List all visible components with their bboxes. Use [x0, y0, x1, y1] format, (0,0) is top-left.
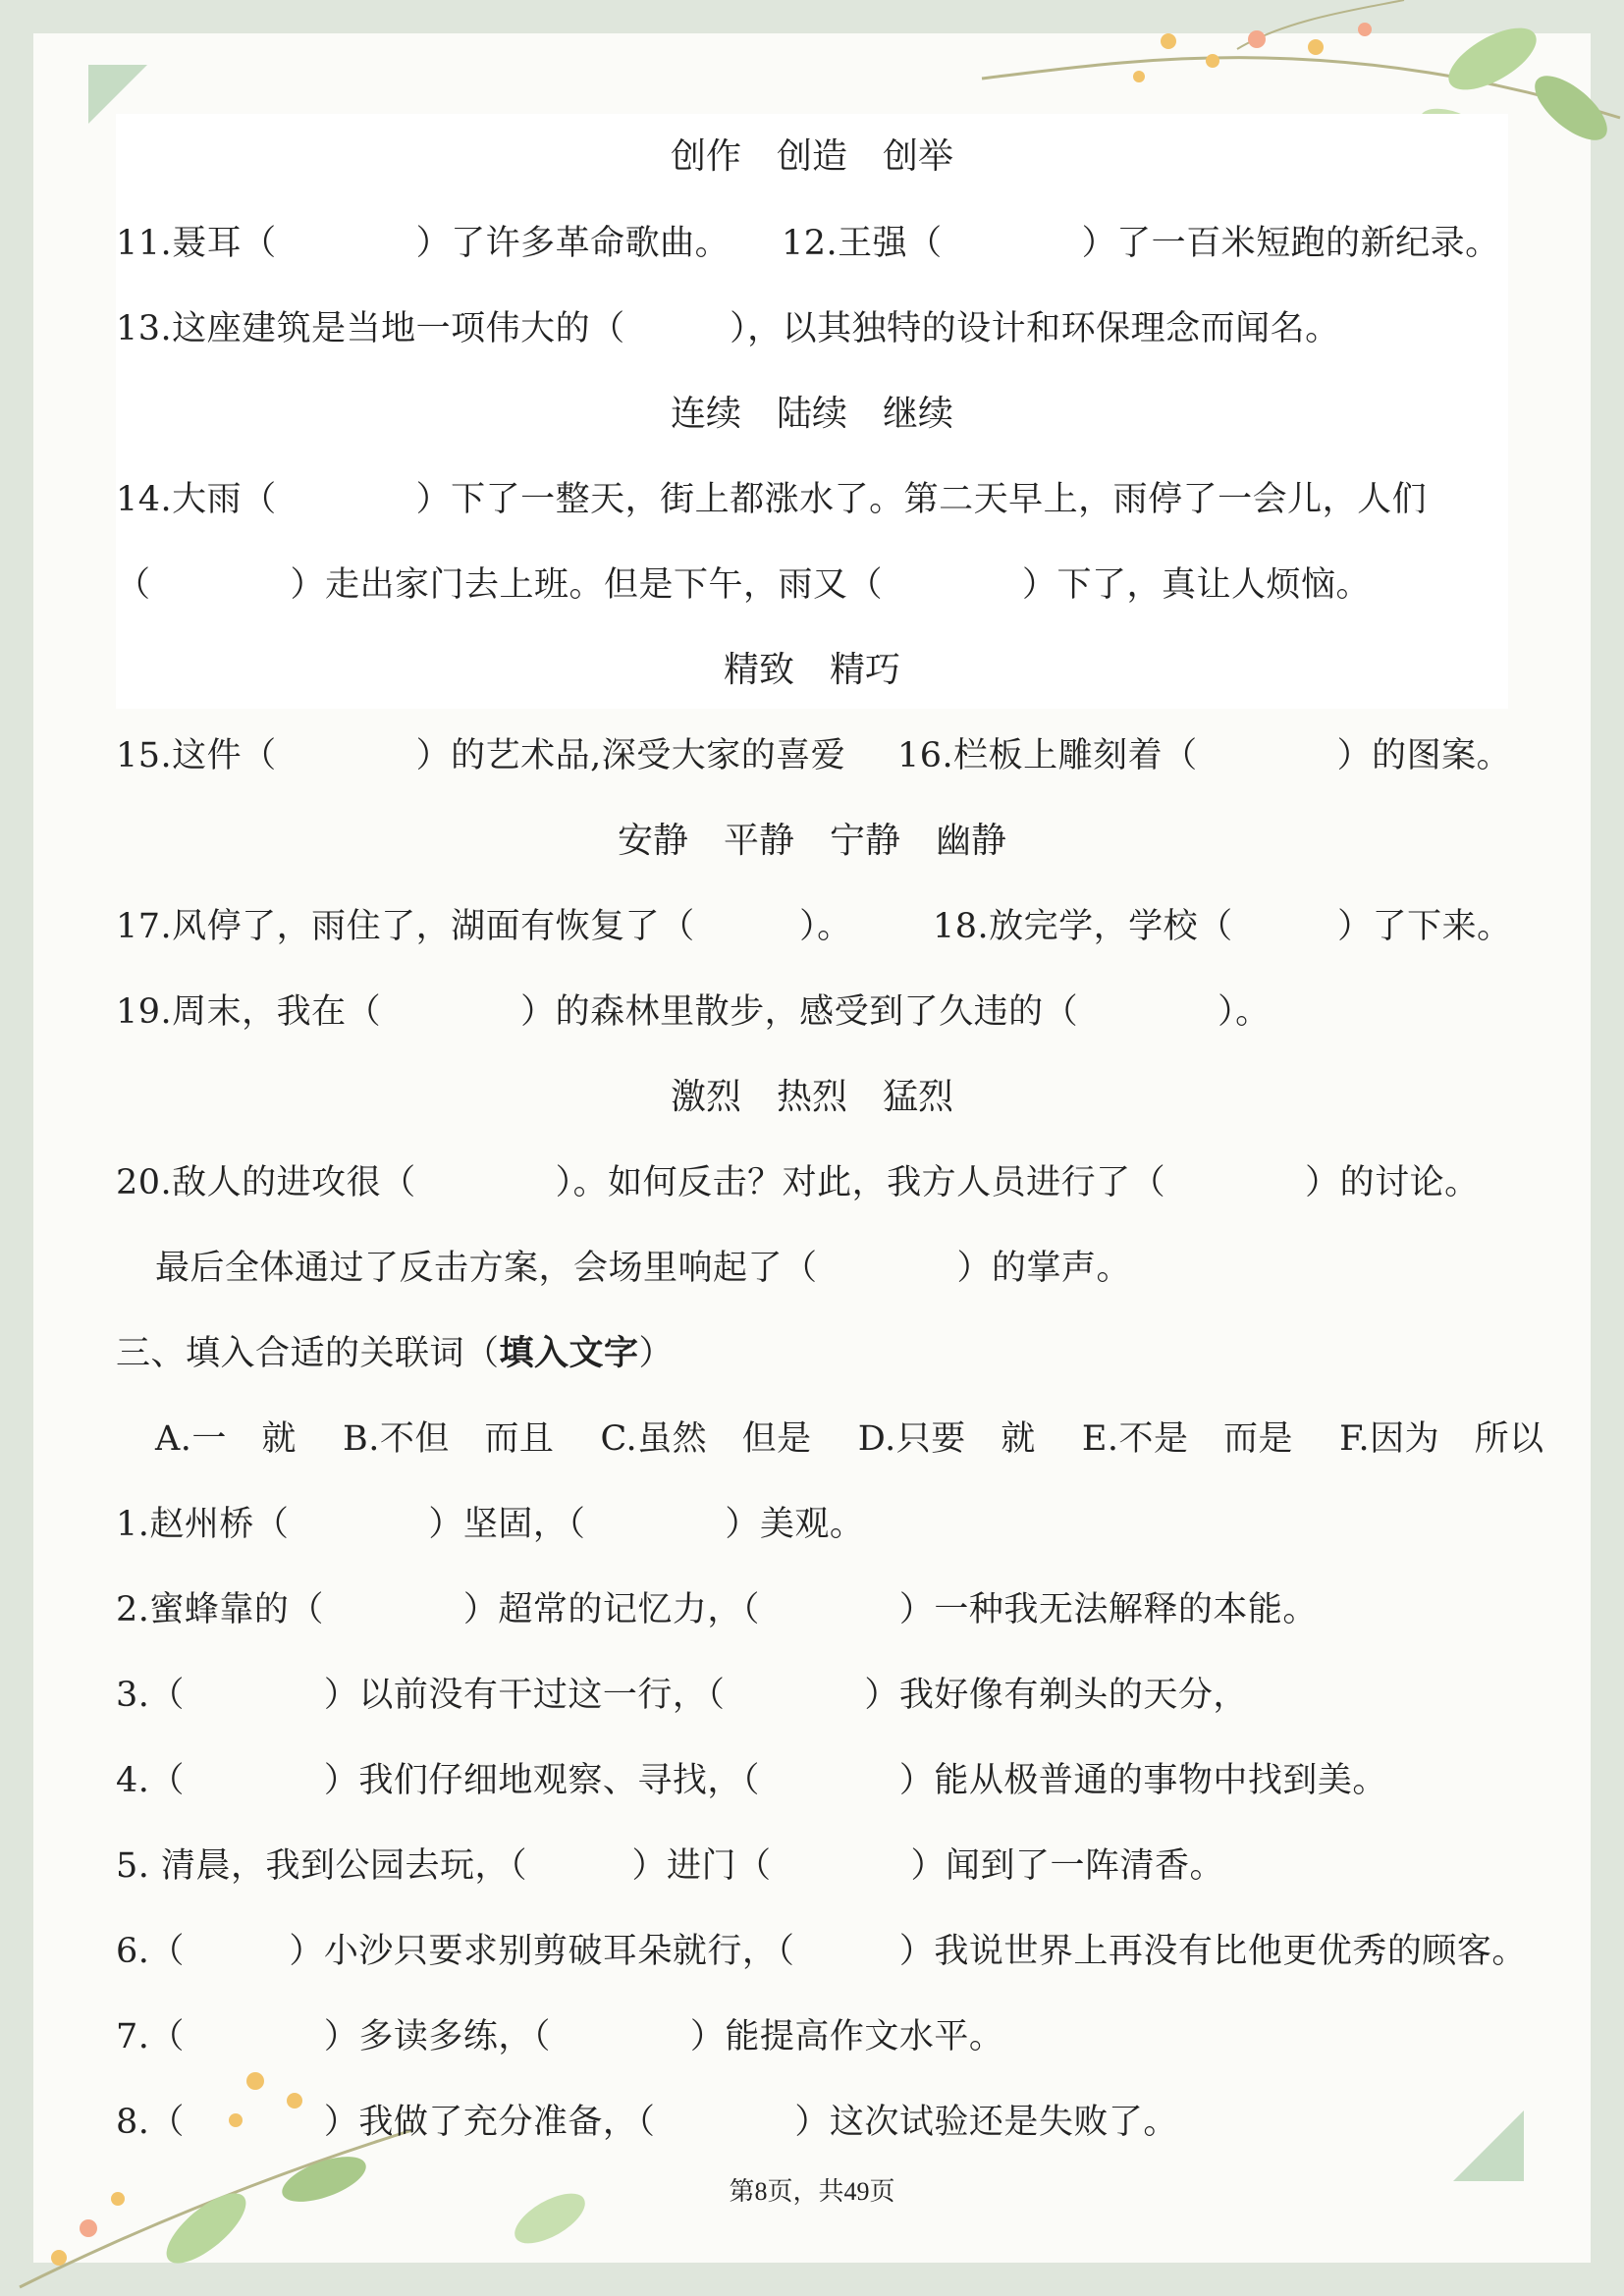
section-3-heading-text: 三、填入合适的关联词（ [116, 1334, 500, 1373]
word-choices-1: 创作 创造 创举 [670, 136, 953, 177]
question-12: 12.王强（ ）了一百米短跑的新纪录。 [782, 224, 1500, 263]
question-18: 18.放完学，学校（ ）了下来。 [933, 907, 1512, 946]
section-3-heading-bold: 填入文字 [499, 1333, 639, 1373]
conjunction-item-8: 8.（ ）我做了充分准备，（ ）这次试验还是失败了。 [116, 2103, 1178, 2142]
question-16: 16.栏板上雕刻着（ ）的图案。 [897, 736, 1512, 775]
conjunction-item-7: 7.（ ）多读多练，（ ）能提高作文水平。 [116, 2017, 1004, 2056]
section-3-heading-end: ） [638, 1334, 675, 1373]
conjunction-item-4: 4.（ ）我们仔细地观察、寻找，（ ）能从极普通的事物中找到美。 [116, 1761, 1387, 1800]
conjunction-item-2: 2.蜜蜂靠的（ ）超常的记忆力，（ ）一种我无法解释的本能。 [116, 1590, 1318, 1629]
section-3-heading [116, 1324, 674, 1383]
conjunction-options: A.一 就 B.不但 而且 C.虽然 但是 D.只要 就 E.不是 而是 F.因为 所以 [155, 1419, 1544, 1459]
word-choices-3: 精致 精巧 [723, 650, 900, 690]
conjunction-item-6: 6.（ ）小沙只要求别剪破耳朵就行，（ ）我说世界上再没有比他更优秀的顾客。 [116, 1932, 1527, 1971]
question-15: 15.这件（ ）的艺术品,深受大家的喜爱 [116, 736, 846, 775]
word-choices-5: 激烈 热烈 猛烈 [670, 1077, 953, 1117]
conjunction-item-5: 5. 清晨，我到公园去玩，（ ）进门（ ）闻到了一阵清香。 [116, 1846, 1225, 1886]
question-20-line1: 20.敌人的进攻很（ ）。如何反击？对此，我方人员进行了（ ）的讨论。 [116, 1163, 1480, 1202]
word-choices-2: 连续 陆续 继续 [670, 394, 953, 434]
page-number: 第8页，共49页 [729, 2177, 895, 2206]
question-14-line1: 14.大雨（ ）下了一整天，街上都涨水了。第二天早上，雨停了一会儿，人们 [116, 480, 1428, 519]
question-19: 19.周末，我在（ ）的森林里散步，感受到了久违的（ ）。 [116, 992, 1271, 1032]
question-14-line2: （ ）走出家门去上班。但是下午，雨又（ ）下了，真让人烦恼。 [116, 565, 1372, 605]
question-17: 17.风停了，雨住了，湖面有恢复了（ ）。 [116, 907, 852, 946]
word-choices-4: 安静 平静 宁静 幽静 [617, 821, 1006, 861]
conjunction-item-1: 1.赵州桥（ ）坚固，（ ）美观。 [116, 1505, 865, 1544]
question-11: 11.聂耳（ ）了许多革命歌曲。 [116, 224, 731, 263]
conjunction-item-3: 3.（ ）以前没有干过这一行，（ ）我好像有剃头的天分， [116, 1676, 1248, 1715]
question-20-line2: 最后全体通过了反击方案，会场里响起了（ ）的掌声。 [155, 1249, 1132, 1288]
question-13: 13.这座建筑是当地一项伟大的（ ），以其独特的设计和环保理念而闻名。 [116, 309, 1340, 348]
